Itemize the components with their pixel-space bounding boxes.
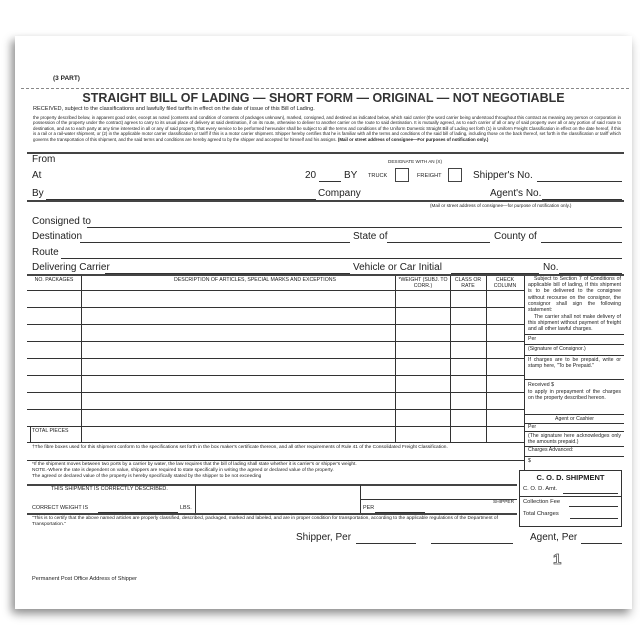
- table-row[interactable]: [27, 375, 524, 376]
- per-label-2: Per: [528, 424, 537, 430]
- received-note: to apply in prepayment of the charges on the property described hereon.: [528, 389, 621, 402]
- col-header-check: CHECK COLUMN: [493, 277, 517, 289]
- terms-text: the property described below, in apparent good order, except as noted (contents and condition of contents of packages unknown), marked, consigned, and destined as indicated below, which said carrier (the word carrier being understood throughout this contract as meaning any person or corporation in possession of the property under the contract) agrees to carry to its usual place of delivery at said destination, if on its route, otherwise to deliver to another carrier on the route to said destination. It is mutually agreed, as to each carrier of all or any of said property over all or any portion of said route to destination, and as to each party at any time interested in all or any of said property, that every service to be performed hereunder shall be subject to all the terms and conditions of the Uniform Domestic Straight Bill of Lading set forth (1) in Uniform Freight Classification in effect on the date hereof, if this is a rail or a rail-water shipment, or (2) in the applicable motor carrier classification or tariff if this is a motor carrier shipment. Shipper hereby certifies that he is familiar with all the terms and conditions of the said bill of lading, including those on the back thereof, set forth in the classification or tariff which governs the transportation of this shipment, and the said terms and conditions are hereby agreed to by the shipper and accepted for himself and his assigns.: [33, 115, 621, 142]
- no-label: No.: [543, 262, 559, 273]
- per-label: PER: [363, 505, 375, 511]
- col-divider: [195, 485, 196, 513]
- destination-label: Destination: [32, 231, 83, 242]
- form-title: STRAIGHT BILL OF LADING — SHORT FORM — ORIGINAL — NOT NEGOTIABLE: [82, 91, 565, 105]
- consigned-to-label: Consigned to: [32, 216, 91, 227]
- received-line: RECEIVED, subject to the classifications and lawfully filed tariffs in effect on the date of issue of this Bill of Lading.: [33, 106, 315, 112]
- consigned-to-field[interactable]: [87, 227, 622, 228]
- divider: [27, 460, 524, 461]
- agent-per-label: Agent, Per: [530, 532, 578, 543]
- truck-checkbox[interactable]: [395, 168, 409, 182]
- state-field[interactable]: [387, 242, 490, 243]
- by-carrier-label: BY: [344, 170, 358, 181]
- lbs-label: LBS.: [180, 505, 192, 511]
- col-divider: [524, 276, 525, 472]
- divider: [27, 152, 624, 154]
- designate-note: DESIGNATE WITH AN (X): [388, 159, 443, 164]
- table-row[interactable]: [27, 392, 524, 393]
- shippers-no-label: Shipper's No.: [473, 170, 533, 181]
- state-label: State of: [353, 231, 388, 242]
- perforation-line: [21, 88, 629, 89]
- terms-tail: (Mail or street address of consignee—For purposes of notification only.): [337, 136, 489, 142]
- ack-note: (The signature here acknowledges only the amounts prepaid.): [528, 433, 621, 446]
- table-body: [27, 290, 524, 426]
- divider: [525, 334, 624, 335]
- table-row[interactable]: [27, 358, 524, 359]
- footnotes: [32, 462, 522, 480]
- shipper-per-label: Shipper, Per: [296, 532, 352, 543]
- agent-cashier-label: Agent or Cashier: [555, 416, 594, 422]
- freight-checkbox[interactable]: [448, 168, 462, 182]
- agent-cashier-line[interactable]: [525, 414, 624, 415]
- divider: [27, 513, 517, 515]
- part-label: (3 PART): [53, 75, 80, 82]
- water-note: *If the shipment moves between two ports by a carrier by water, the law requires that the bill of lading shall state whether it is carrier's or shipper's weight.: [32, 462, 357, 467]
- collection-fee-field[interactable]: [569, 506, 618, 507]
- copy-number: 1: [553, 551, 562, 568]
- divider: [525, 456, 624, 457]
- correct-weight-label: CORRECT WEIGHT IS: [32, 505, 89, 511]
- divider: [525, 431, 624, 432]
- divider: [27, 200, 624, 202]
- divider: [520, 496, 621, 497]
- shipper-signature-field[interactable]: [431, 543, 513, 544]
- route-label: Route: [32, 247, 59, 258]
- cod-amount-label: C. O. D. Amt.: [523, 486, 558, 492]
- agent-per-field[interactable]: [581, 543, 622, 544]
- bill-of-lading-page: [15, 36, 632, 609]
- table-row[interactable]: [27, 324, 524, 325]
- prepaid-note: If charges are to be prepaid, write or stamp here, "To be Prepaid.": [528, 357, 621, 370]
- declared-value-note: The agreed or declared value of the property is hereby specifically stated by the shipper to be not exceeding: [32, 474, 262, 479]
- vehicle-label: Vehicle or Car Initial: [353, 262, 442, 273]
- at-label: At: [32, 170, 42, 181]
- cod-amount-field[interactable]: [563, 493, 618, 494]
- table-bottom: [27, 442, 524, 443]
- section7-text: Subject to Section 7 of Conditions of applicable bill of lading, if this shipment is to be delivered to the consignee without recourse on the consignor, the consignor shall sign the following statement:: [528, 276, 621, 314]
- table-row[interactable]: [27, 307, 524, 308]
- by-label: By: [32, 188, 44, 199]
- correctly-described-label: THIS SHIPMENT IS CORRECTLY DESCRIBED.: [51, 486, 168, 492]
- delivering-carrier-label: Delivering Carrier: [32, 262, 110, 273]
- table-row[interactable]: [27, 409, 524, 410]
- col-header-weight: *WEIGHT (SUBJ. TO CORR.): [398, 277, 448, 289]
- total-charges-label: Total Charges: [523, 511, 559, 517]
- col-header-packages: NO. PACKAGES: [34, 277, 74, 283]
- signature-consignor-label: (Signature of Consignor.): [528, 346, 586, 352]
- divider: [525, 355, 624, 356]
- terms-paragraph: [33, 115, 621, 142]
- value-note: NOTE.-Where the rate is dependent on value, shippers are required to state specifically in writing the agreed or declared value of the property.: [32, 468, 334, 473]
- shippers-no-field[interactable]: [537, 181, 622, 182]
- divider: [525, 423, 624, 424]
- freight-label: FREIGHT: [417, 173, 442, 179]
- total-charges-field[interactable]: [570, 518, 618, 519]
- permanent-address-label: Permanent Post Office Address of Shipper: [32, 576, 137, 582]
- year-field[interactable]: [319, 181, 341, 182]
- shipper-per-field[interactable]: [356, 543, 416, 544]
- company-label: Company: [318, 188, 361, 199]
- county-label: County of: [494, 231, 537, 242]
- table-row[interactable]: [27, 341, 524, 342]
- prepaid-stamp-area[interactable]: [525, 379, 624, 380]
- cod-box: [519, 470, 622, 527]
- year-prefix: 20: [305, 170, 317, 181]
- fibre-boxes-note: †The fibre boxes used for this shipment conform to the specifications set forth in the box maker's certificate thereon, and all other requirements of Rule 41 of the Consolidated Freight Classification.: [32, 445, 448, 450]
- county-field[interactable]: [541, 242, 622, 243]
- cod-title: C. O. D. SHIPMENT: [536, 473, 605, 482]
- table-row[interactable]: [27, 426, 524, 427]
- total-pieces-label: TOTAL PIECES: [32, 428, 69, 434]
- received-label: Received $: [528, 382, 554, 388]
- route-field[interactable]: [61, 258, 622, 259]
- collection-fee-label: Collection Fee: [523, 499, 561, 505]
- col-header-class: CLASS OR RATE: [454, 277, 482, 289]
- consignee-note: (Mail or street address of consignee—for purpose of notification only.): [430, 203, 572, 208]
- signature-consignor-line[interactable]: [525, 344, 624, 345]
- from-label: From: [32, 154, 56, 165]
- agents-no-label: Agent's No.: [490, 188, 542, 199]
- dot-statement: "This is to certify that the above named articles are properly classified, described, packaged, marked and labeled, and are in proper condition for transportation, according to the applicable regulations of the Department of Transportation.": [32, 516, 498, 527]
- col-header-description: DESCRIPTION OF ARTICLES, SPECIAL MARKS AND EXCEPTIONS: [173, 277, 336, 283]
- carrier-note: The carrier shall not make delivery of this shipment without payment of freight and all other lawful charges.: [528, 314, 621, 333]
- dollar-sign: $: [528, 458, 531, 464]
- truck-label: TRUCK: [368, 173, 388, 179]
- per-label: Per: [528, 336, 537, 342]
- destination-field[interactable]: [80, 242, 350, 243]
- shipper-label: SHIPPER: [493, 500, 515, 505]
- charges-advanced-label: Charges Advanced:: [528, 447, 574, 453]
